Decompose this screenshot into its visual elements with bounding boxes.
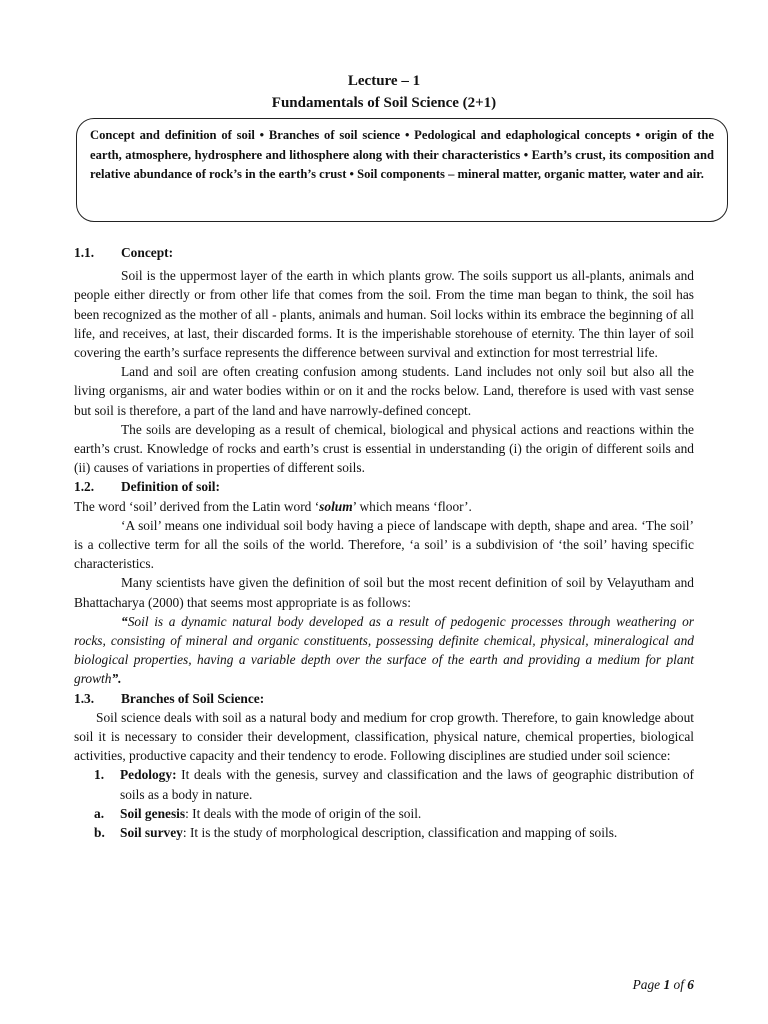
paragraph: The soils are developing as a result of chemical, biological and physical actions and reactions within the earth’s crust. Knowledge of rocks and earth’s crust is essential in understanding (i) the origin of different soils and (ii) causes of variations in properties of different soils. [74, 421, 694, 476]
course-title: Fundamentals of Soil Science (2+1) [271, 95, 497, 111]
page-number [560, 977, 694, 993]
latin-term: solum [319, 498, 353, 514]
section-number: 1.2. [74, 479, 95, 495]
topics-summary-box: Concept and definition of soil • Branches of soil science • Pedological and edaphological concepts • origin of the earth, atmosphere, hydrosphere and lithosphere along with their characteristics • Earth’s crust, its composition and relative abundance of rock’s in the earth’s crust • Soil components – mineral matter, organic matter, water and air. [76, 118, 728, 222]
section-heading-definition [74, 477, 694, 496]
section-title: Concept: [121, 245, 174, 260]
section-number: 1.3. [74, 690, 95, 706]
list-term: Soil genesis [120, 805, 186, 821]
list-item-content [120, 765, 694, 803]
list-text: : It deals with the mode of origin of the soil. [185, 805, 422, 821]
list-item-content [120, 804, 694, 823]
paragraph: Soil is the uppermost layer of the earth in which plants grow. The soils support us all-plants, animals and people either directly or from other life that comes from the soil. From the time man began to think, the soil has been recognized as the mother of all - plants, animals and human. Soil locks within its embrace the beginning of all life, and receives, at last, their discarded forms. It is the imperishable storehouse of eternity. The thin layer of soil covering the earth’s surface represents the difference between survival and extinction for most terrestrial life. [74, 268, 694, 361]
list-item [74, 765, 694, 803]
list-item [74, 823, 694, 842]
paragraph: Soil science deals with soil as a natural body and medium for crop growth. Therefore, to gain knowledge about soil it is necessary to consider their development, classification, physical nature, chemical properties, biological activities, productive capacity and their tendency to erode. Following disciplines are studied under soil science: [74, 709, 694, 764]
list-marker: a. [94, 805, 105, 821]
list-text: : It is the study of morphological description, classification and mapping of soils. [182, 825, 618, 841]
section-title: Branches of Soil Science: [121, 690, 265, 706]
page-total: 6 [687, 977, 694, 992]
list-term: Soil survey [120, 825, 183, 841]
page-prefix: Page [632, 977, 664, 992]
text-run: The word ‘soil’ derived from the Latin word ‘ [74, 498, 320, 514]
soil-definition-quote [74, 612, 694, 689]
section-heading-branches [74, 689, 694, 708]
quote-close: ”. [111, 671, 122, 687]
quote-text: Soil is a dynamic natural body developed as a result of pedogenic processes through weathering or rocks, consisting of mineral and organic constituents, possessing definite chemical, physical, mineralogical and biological properties, having a variable depth over the surface of the earth and providing a medium for plant growth [74, 613, 694, 687]
page-of: of [670, 977, 688, 992]
list-item [74, 804, 694, 823]
section-number: 1.1. [74, 245, 95, 260]
list-text: It deals with the genesis, survey and classification and the laws of geographic distribution of soils as a body in nature. [120, 767, 694, 802]
text-run: ’ which means ‘floor’. [352, 498, 472, 514]
paragraph: Many scientists have given the definition of soil but the most recent definition of soil by Velayutham and Bhattacharya (2000) that seems most appropriate is as follows: [74, 575, 694, 610]
list-marker: b. [94, 825, 105, 841]
paragraph: ‘A soil’ means one individual soil body having a piece of landscape with depth, shape and area. ‘The soil’ is a collective term for all the soils of the world. Therefore, ‘a soil’ is a subdivision of ‘the soil’ having specific characteristics. [74, 517, 694, 572]
list-term: Pedology: [120, 767, 177, 783]
section-heading-concept [74, 243, 694, 262]
section-title: Definition of soil: [121, 479, 220, 495]
list-item-content [120, 823, 694, 842]
paragraph: Land and soil are often creating confusion among students. Land includes not only soil but also all the living organisms, air and water bodies within or on it and the rocks below. Land, therefore is used with vast sense but soil is therefore, a part of the land and have narrowly-defined concept. [74, 364, 694, 418]
title-block [0, 70, 768, 114]
paragraph [74, 497, 694, 516]
page-current: 1 [663, 977, 671, 992]
list-marker: 1. [94, 767, 105, 783]
quote-open: “ [121, 613, 128, 629]
document-body [74, 243, 694, 842]
lecture-number: Lecture – 1 [347, 73, 421, 89]
branches-list [74, 765, 694, 842]
